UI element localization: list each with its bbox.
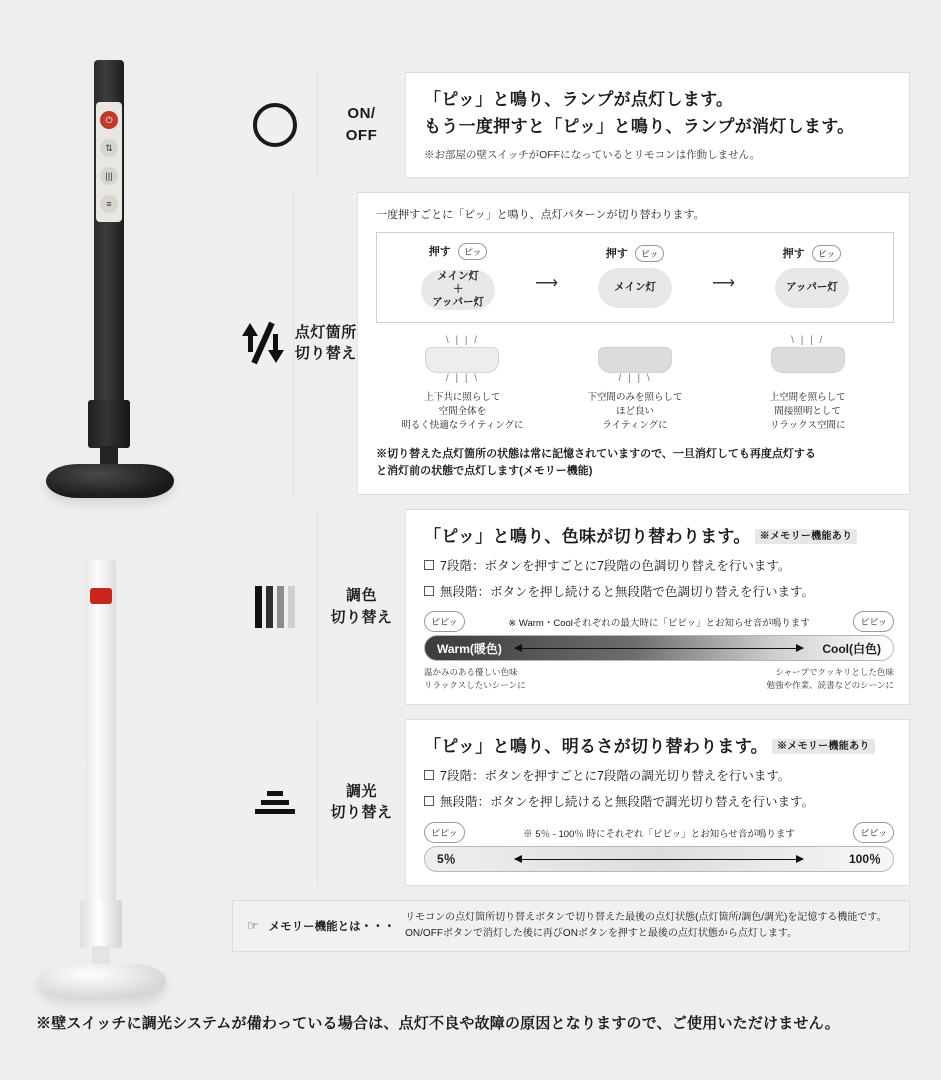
double-arrow-icon	[515, 859, 803, 860]
light-rays-icon: \ | | /	[445, 334, 479, 346]
scale-right-label: Cool(白色)	[822, 641, 881, 656]
colortemp-check-1: 7段階：ボタンを押すごとに7段階の色調切り替えを行います。	[440, 558, 791, 573]
memory-badge: ※メモリー機能あり	[755, 529, 858, 544]
remote-power-indicator	[90, 588, 112, 604]
pattern-bubble: アッパー灯	[775, 268, 849, 308]
icon-cell	[232, 192, 294, 495]
memory-note-line1: ※切り替えた点灯箇所の状態は常に記憶されていますので、一旦消灯しても再度点灯する	[376, 447, 816, 460]
checkbox-icon	[424, 770, 434, 780]
pattern-illustrations	[376, 335, 894, 434]
lamp-pole	[86, 560, 116, 905]
memory-note-line2: と消灯前の状態で点灯します(メモリー機能)	[376, 465, 593, 478]
lamp-neck	[88, 400, 130, 448]
push-label: 押す	[782, 247, 805, 260]
dimmer-bar	[424, 846, 894, 872]
light-rays-icon: \ | | /	[791, 334, 825, 346]
bip-left-label: ピピッ	[424, 611, 465, 632]
push-label: 押す	[428, 246, 451, 259]
dimmer-scale	[424, 822, 894, 872]
illustration-caption: 下空間のみを照らして ほど良い ライティングに	[587, 391, 683, 432]
pattern-illustration	[560, 335, 710, 434]
description-cell	[406, 719, 910, 886]
lamp-base	[38, 964, 166, 998]
dimmer-icon	[255, 791, 295, 814]
memory-strip-title: メモリー機能とは・・・	[268, 920, 396, 933]
pattern-bubble: メイン灯 ＋ アッパー灯	[421, 270, 495, 310]
onoff-heading-line2: もう一度押すと「ピッ」と鳴り、ランプが消灯します。	[424, 117, 855, 137]
checkbox-icon	[424, 586, 434, 596]
toggle-key: ⇅	[100, 139, 118, 157]
memory-strip-line1: リモコンの点灯箇所切り替えボタンで切り替えた最後の点灯状態(点灯箇所/調色/調光)を記憶する機能です。	[405, 911, 887, 923]
pattern-intro: 一度押すごとに「ピッ」と鳴り、点灯パターンが切り替わります。	[376, 209, 705, 222]
remote-control-pad	[96, 102, 122, 222]
product-image-column	[0, 0, 232, 1000]
memory-badge: ※メモリー機能あり	[772, 739, 875, 754]
color-temp-bar	[424, 635, 894, 661]
lamp-shade-icon	[425, 347, 499, 373]
color-key: |||	[100, 167, 118, 185]
pointing-hand-icon: ☞	[247, 917, 259, 933]
memory-strip-text	[405, 910, 886, 942]
scale-caption-right: シャープでクッキリとした色味 勉強や作業、読書などのシーンに	[766, 667, 894, 690]
color-temp-scale	[424, 611, 894, 691]
colortemp-check-2: 無段階：ボタンを押し続けると無段階で色調切り替えを行います。	[440, 584, 815, 599]
icon-cell	[232, 72, 318, 178]
description-cell	[406, 509, 910, 705]
push-label: 押す	[605, 247, 628, 260]
memory-function-strip	[232, 900, 910, 952]
flow-arrow-icon: ⟶	[712, 275, 735, 293]
lamp-neck	[80, 900, 122, 948]
light-rays-icon: / | | \	[445, 372, 479, 384]
scale-note: ※ 5％ - 100％ 時にそれぞれ「ピピッ」とお知らせ音が鳴ります	[523, 828, 795, 840]
scale-note: ※ Warm・Coolそれぞれの最大時に「ピピッ」とお知らせ音が鳴ります	[508, 618, 810, 630]
table-row-onoff	[232, 72, 910, 178]
function-name-dimmer: 調光 切り替え	[318, 719, 406, 886]
scale-caption-left: 温かみのある優しい色味 リラックスしたいシーンに	[424, 667, 526, 690]
function-name-light-pattern: 点灯箇所 切り替え	[294, 192, 358, 495]
function-name-color-temp: 調色 切り替え	[318, 509, 406, 705]
checkbox-icon	[424, 560, 434, 570]
description-cell	[358, 192, 910, 495]
pattern-flow	[376, 232, 894, 323]
power-key: ⏻	[100, 111, 118, 129]
description-cell	[406, 72, 910, 178]
light-toggle-icon	[240, 321, 286, 365]
bip-label: ピッ	[458, 243, 488, 260]
light-rays-icon	[560, 335, 710, 347]
instruction-table	[232, 72, 910, 952]
bip-right-label: ピピッ	[853, 822, 894, 843]
function-name-onoff: ON/ OFF	[318, 72, 406, 178]
lamp-shade-icon	[771, 347, 845, 373]
color-temperature-icon	[255, 586, 295, 628]
scale-right-label: 100％	[848, 852, 881, 867]
power-circle-icon	[253, 103, 297, 147]
flow-arrow-icon: ⟶	[535, 275, 559, 293]
lamp-base	[46, 464, 174, 498]
bip-right-label: ピピッ	[853, 611, 894, 632]
dimmer-key: ≡	[100, 195, 118, 213]
light-rays-icon	[733, 373, 883, 385]
dimmer-check-1: 7段階：ボタンを押すごとに7段階の調光切り替えを行います。	[440, 769, 791, 784]
onoff-heading-line1: 「ピッ」と鳴り、ランプが点灯します。	[424, 90, 734, 109]
illustration-caption: 上下共に照らして 空間全体を 明るく快適なライティングに	[401, 391, 524, 432]
table-row-dimmer	[232, 719, 910, 886]
scale-left-label: Warm(暖色)	[437, 641, 502, 656]
pattern-illustration	[387, 335, 537, 434]
table-row-light-pattern	[232, 192, 910, 495]
checkbox-icon	[424, 796, 434, 806]
flow-step	[560, 245, 710, 308]
icon-cell	[232, 509, 318, 705]
dimmer-heading: 「ピッ」と鳴り、明るさが切り替わります。	[424, 737, 768, 757]
flow-step	[737, 245, 887, 308]
bip-label: ピッ	[812, 245, 842, 262]
onoff-note: ※お部屋の壁スイッチがOFFになっているとリモコンは作動しません。	[424, 149, 761, 162]
scale-left-label: 5％	[437, 852, 456, 867]
illustration-caption: 上空間を照らして 間接照明として リラックス空間に	[769, 391, 846, 432]
dimmer-check-2: 無段階：ボタンを押し続けると無段階で調光切り替えを行います。	[440, 795, 815, 809]
colortemp-heading: 「ピッ」と鳴り、色味が切り替わります。	[424, 526, 751, 546]
lamp-shade-icon	[598, 347, 672, 373]
bip-left-label: ピピッ	[424, 822, 465, 843]
bip-label: ピッ	[635, 245, 665, 262]
pattern-bubble: メイン灯	[598, 268, 672, 308]
icon-cell	[232, 719, 318, 886]
double-arrow-icon	[515, 648, 803, 649]
flow-step	[383, 243, 533, 310]
pattern-illustration	[733, 335, 883, 434]
memory-strip-line2: ON/OFFボタンで消灯した後に再びONボタンを押すと最後の点灯状態から点灯します。	[405, 927, 798, 939]
light-rays-icon: / | | \	[618, 372, 652, 384]
footer-warning: ※壁スイッチに調光システムが備わっている場合は、点灯不良や故障の原因となりますので、ご使用いただけません。	[36, 1015, 840, 1032]
table-row-color-temp	[232, 509, 910, 705]
